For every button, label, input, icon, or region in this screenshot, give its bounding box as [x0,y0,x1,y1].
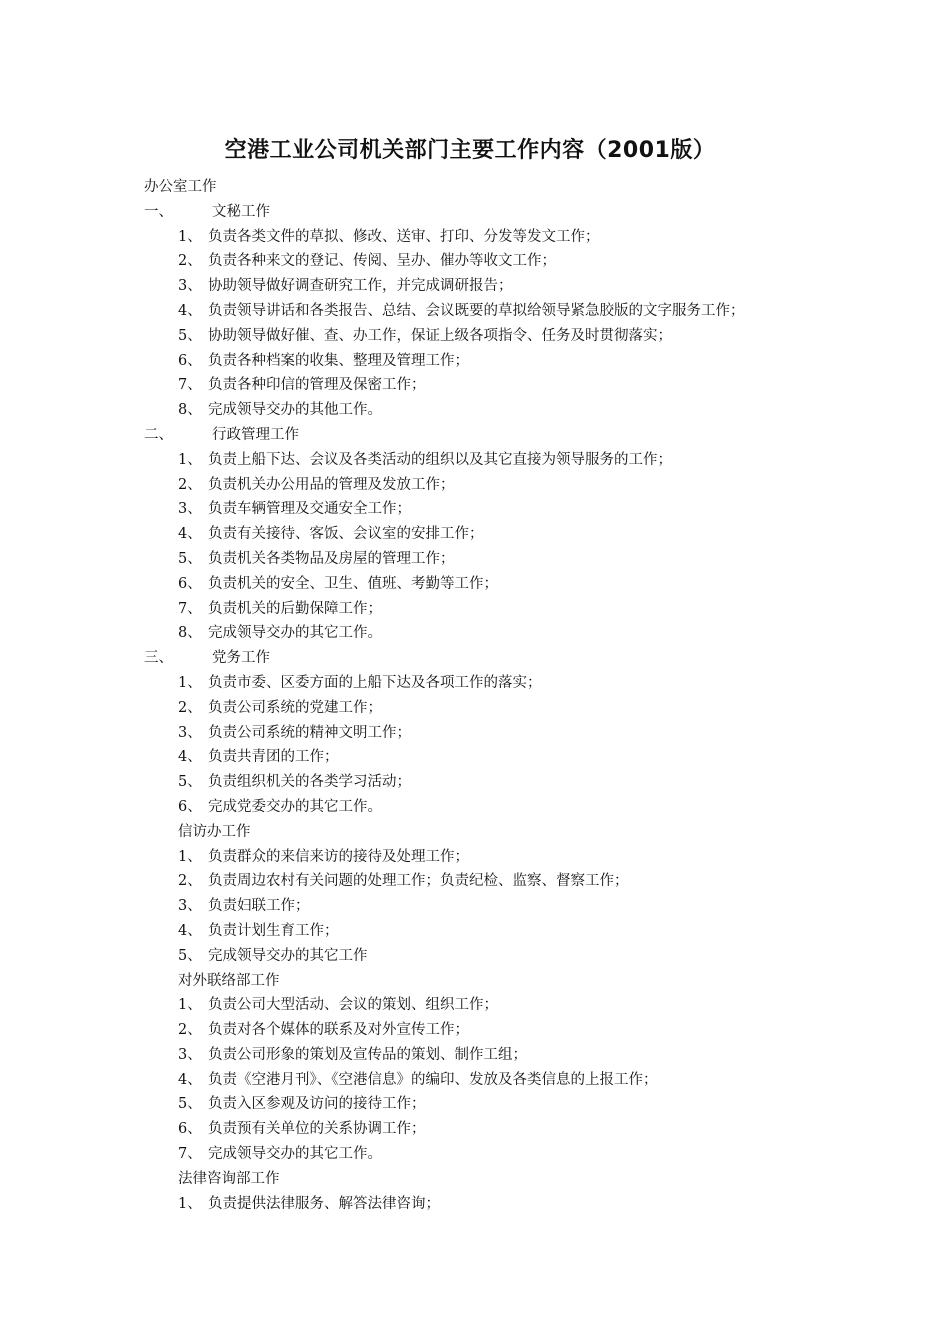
item-text: 负责共青团的工作； [208,749,339,766]
item-number: 1、 [178,997,202,1014]
item-number: 6、 [178,1121,202,1138]
item-number: 4、 [178,922,202,939]
section-title: 文秘工作 [212,203,270,220]
list-item [144,721,844,746]
item-number: 1、 [178,451,202,468]
list-item [144,671,844,696]
item-text: 负责预有关单位的关系协调工作； [208,1121,426,1138]
legal-heading: 法律咨询部工作 [178,1170,280,1187]
list-item [144,919,844,944]
list-item [144,944,844,969]
section-title: 党务工作 [212,650,270,667]
section-heading-administration [144,423,844,448]
item-number: 2、 [178,476,202,493]
item-number: 2、 [178,873,202,890]
list-item [144,869,844,894]
list-item [144,274,844,299]
item-number: 3、 [178,724,202,741]
item-number: 3、 [178,278,202,295]
list-item [144,696,844,721]
list-item [144,373,844,398]
item-number: 2、 [178,1022,202,1039]
list-item [144,1192,844,1217]
item-text: 负责机关办公用品的管理及发放工作； [208,476,455,493]
list-item [144,448,844,473]
list-item [144,1117,844,1142]
item-text: 负责对各个媒体的联系及对外宣传工作； [208,1022,469,1039]
item-text: 协助领导做好调查研究工作，并完成调研报告； [208,278,513,295]
item-text: 负责各种来文的登记、传阅、呈办、催办等收文工作； [208,253,556,270]
item-text: 完成领导交办的其他工作。 [208,402,382,419]
item-text: 负责机关的安全、卫生、值班、考勤等工作； [208,575,498,592]
liaison-heading: 对外联络部工作 [178,972,280,989]
item-text: 完成领导交办的其它工作。 [208,1146,382,1163]
list-item [144,572,844,597]
item-number: 5、 [178,947,202,964]
item-number: 4、 [178,526,202,543]
list-item [144,845,844,870]
item-number: 5、 [178,1096,202,1113]
item-number: 8、 [178,625,202,642]
item-text: 负责《空港月刊》、《空港信息》的编印、发放及各类信息的上报工作； [208,1071,658,1088]
item-text: 负责机关各类物品及房屋的管理工作； [208,550,455,567]
list-item [144,1142,844,1167]
item-number: 5、 [178,774,202,791]
section-number: 二、 [144,426,173,443]
office-heading: 办公室工作 [144,179,217,195]
list-item [144,745,844,770]
item-number: 2、 [178,253,202,270]
list-item [144,324,844,349]
item-text: 负责各种档案的收集、整理及管理工作； [208,352,469,369]
list-item [144,497,844,522]
section-heading-secretarial [144,200,844,225]
item-text: 负责组织机关的各类学习活动； [208,774,411,791]
list-item [144,993,844,1018]
item-number: 7、 [178,1146,202,1163]
item-number: 1、 [178,674,202,691]
item-text: 负责上船下达、会议及各类活动的组织以及其它直接为领导服务的工作； [208,451,672,468]
item-text: 负责公司形象的策划及宣传品的策划、制作工组； [208,1046,527,1063]
item-text: 负责群众的来信来访的接待及处理工作； [208,848,469,865]
list-item [144,473,844,498]
list-item [144,1068,844,1093]
item-text: 负责公司系统的党建工作； [208,699,382,716]
item-number: 3、 [178,501,202,518]
section-number: 一、 [144,203,173,220]
item-text: 负责周边农村有关问题的处理工作；负责纪检、监察、督察工作； [208,873,629,890]
item-number: 7、 [178,377,202,394]
item-number: 1、 [178,228,202,245]
section-title: 行政管理工作 [212,426,299,443]
item-number: 2、 [178,699,202,716]
item-number: 1、 [178,1195,202,1212]
item-number: 4、 [178,302,202,319]
document-title: 空港工业公司机关部门主要工作内容（2001版） [224,138,716,163]
item-text: 负责提供法律服务、解答法律咨询； [208,1195,440,1212]
item-number: 8、 [178,402,202,419]
item-text: 完成领导交办的其它工作。 [208,625,382,642]
item-number: 4、 [178,749,202,766]
item-text: 完成领导交办的其它工作 [208,947,368,964]
document-body [144,175,844,1216]
item-text: 负责机关的后勤保障工作； [208,600,382,617]
list-item [144,522,844,547]
list-item [144,249,844,274]
item-text: 完成党委交办的其它工作。 [208,798,382,815]
section-number: 三、 [144,650,173,667]
item-text: 负责市委、区委方面的上船下达及各项工作的落实； [208,674,542,691]
petition-heading: 信访办工作 [178,823,251,840]
list-item [144,299,844,324]
item-text: 负责有关接待、客饭、会议室的安排工作； [208,526,484,543]
item-text: 负责领导讲话和各类报告、总结、会议既要的草拟给领导紧急胶版的文字服务工作； [208,302,745,319]
item-text: 负责公司系统的精神文明工作； [208,724,411,741]
list-item [144,398,844,423]
item-text: 负责计划生育工作； [208,922,339,939]
item-number: 4、 [178,1071,202,1088]
list-item [144,1018,844,1043]
list-item [144,349,844,374]
item-text: 负责公司大型活动、会议的策划、组织工作； [208,997,498,1014]
list-item [144,1043,844,1068]
item-number: 7、 [178,600,202,617]
item-text: 负责妇联工作； [208,898,310,915]
list-item [144,1092,844,1117]
item-number: 6、 [178,798,202,815]
section-heading-party-affairs [144,646,844,671]
item-text: 协助领导做好催、查、办工作，保证上级各项指令、任务及时贯彻落实； [208,327,672,344]
list-item [144,547,844,572]
item-text: 负责各类文件的草拟、修改、送审、打印、分发等发文工作； [208,228,600,245]
list-item [144,770,844,795]
list-item [144,621,844,646]
item-number: 6、 [178,352,202,369]
list-item [144,225,844,250]
item-number: 5、 [178,550,202,567]
item-number: 5、 [178,327,202,344]
list-item [144,795,844,820]
item-number: 3、 [178,898,202,915]
item-text: 负责车辆管理及交通安全工作； [208,501,411,518]
item-text: 负责入区参观及访问的接待工作； [208,1096,426,1113]
item-number: 3、 [178,1046,202,1063]
list-item [144,597,844,622]
list-item [144,894,844,919]
item-text: 负责各种印信的管理及保密工作； [208,377,426,394]
item-number: 6、 [178,575,202,592]
item-number: 1、 [178,848,202,865]
